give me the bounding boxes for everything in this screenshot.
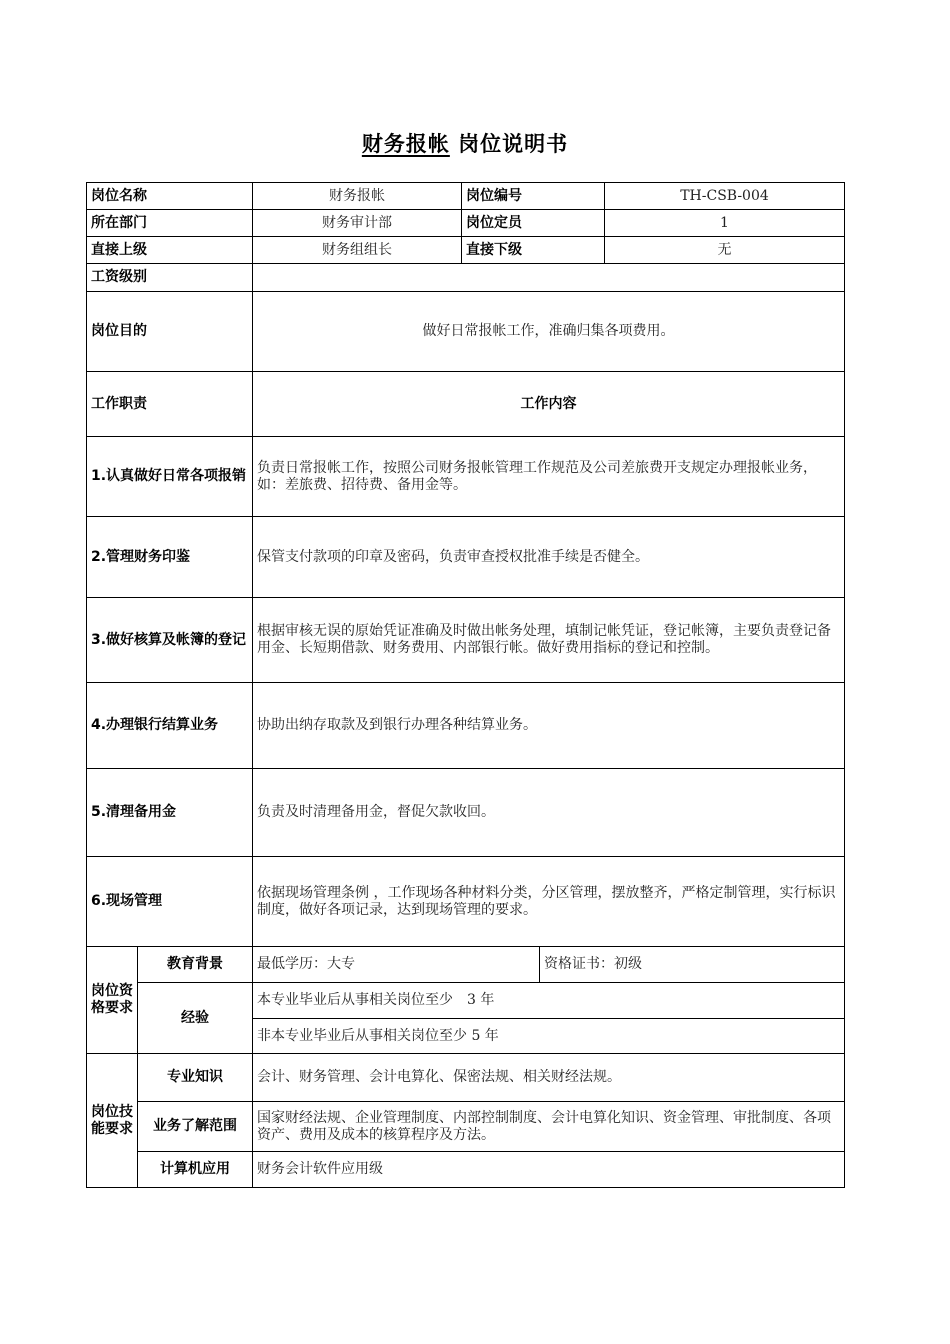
position-name-label: 岗位名称 — [87, 183, 253, 210]
duty-title: 2.管理财务印鉴 — [87, 517, 253, 598]
qualification-section-label: 岗位资格要求 — [87, 947, 138, 1054]
knowledge-label: 专业知识 — [138, 1054, 253, 1102]
row-computer — [87, 1152, 845, 1188]
duty-content: 负责日常报帐工作，按照公司财务报帐管理工作规范及公司差旅费开支规定办理报帐业务，如：差旅费、招待费、备用金等。 — [253, 437, 845, 517]
job-description-table — [86, 182, 845, 1188]
position-name-value: 财务报帐 — [253, 183, 462, 210]
scope-label: 业务了解范围 — [138, 1102, 253, 1152]
row-position-name — [87, 183, 845, 210]
position-code-value: TH-CSB-004 — [605, 183, 845, 210]
position-code-label: 岗位编号 — [462, 183, 605, 210]
experience-label: 经验 — [138, 983, 253, 1054]
row-purpose — [87, 292, 845, 372]
duty-row — [87, 769, 845, 857]
superior-label: 直接上级 — [87, 237, 253, 264]
salary-value — [253, 264, 845, 292]
computer-value: 财务会计软件应用级 — [253, 1152, 845, 1188]
subordinate-value: 无 — [605, 237, 845, 264]
experience-related: 本专业毕业后从事相关岗位至少 3 年 — [253, 983, 845, 1019]
duty-title: 5.清理备用金 — [87, 769, 253, 857]
duty-title: 6.现场管理 — [87, 857, 253, 947]
department-value: 财务审计部 — [253, 210, 462, 237]
duty-title: 3.做好核算及帐簿的登记 — [87, 598, 253, 683]
duty-row — [87, 598, 845, 683]
subordinate-label: 直接下级 — [462, 237, 605, 264]
duty-content: 负责及时清理备用金，督促欠款收回。 — [253, 769, 845, 857]
duty-content: 依据现场管理条例 ，工作现场各种材料分类，分区管理，摆放整齐，严格定制管理，实行标识制度，做好各项记录，达到现场管理的要求。 — [253, 857, 845, 947]
department-label: 所在部门 — [87, 210, 253, 237]
row-knowledge — [87, 1054, 845, 1102]
knowledge-value: 会计、财务管理、会计电算化、保密法规、相关财经法规。 — [253, 1054, 845, 1102]
scope-value: 国家财经法规、企业管理制度、内部控制制度、会计电算化知识、资金管理、审批制度、各项资产、费用及成本的核算程序及方法。 — [253, 1102, 845, 1152]
superior-value: 财务组组长 — [253, 237, 462, 264]
page-title — [0, 128, 930, 158]
quota-value: 1 — [605, 210, 845, 237]
duties-content-header: 工作内容 — [253, 372, 845, 437]
experience-unrelated: 非本专业毕业后从事相关岗位至少 5 年 — [253, 1019, 845, 1054]
duty-row — [87, 517, 845, 598]
row-duties-header — [87, 372, 845, 437]
duties-label: 工作职责 — [87, 372, 253, 437]
row-salary — [87, 264, 845, 292]
row-department — [87, 210, 845, 237]
quota-label: 岗位定员 — [462, 210, 605, 237]
title-suffix: 岗位说明书 — [458, 132, 569, 156]
computer-label: 计算机应用 — [138, 1152, 253, 1188]
skills-section-label: 岗位技能要求 — [87, 1054, 138, 1188]
duty-row — [87, 437, 845, 517]
education-value: 最低学历：大专 — [253, 947, 540, 983]
duty-content: 根据审核无误的原始凭证准确及时做出帐务处理，填制记帐凭证，登记帐簿，主要负责登记备用金、长短期借款、财务费用、内部银行帐。做好费用指标的登记和控制。 — [253, 598, 845, 683]
purpose-value: 做好日常报帐工作，准确归集各项费用。 — [253, 292, 845, 372]
row-education — [87, 947, 845, 983]
title-position-name: 财务报帐 — [361, 132, 450, 156]
purpose-label: 岗位目的 — [87, 292, 253, 372]
duty-row — [87, 857, 845, 947]
duty-row — [87, 683, 845, 769]
duty-title: 1.认真做好日常各项报销 — [87, 437, 253, 517]
certificate-value: 资格证书：初级 — [540, 947, 845, 983]
row-superior — [87, 237, 845, 264]
row-experience — [87, 983, 845, 1019]
row-scope — [87, 1102, 845, 1152]
salary-label: 工资级别 — [87, 264, 253, 292]
duty-title: 4.办理银行结算业务 — [87, 683, 253, 769]
duty-content: 保管支付款项的印章及密码，负责审查授权批准手续是否健全。 — [253, 517, 845, 598]
education-label: 教育背景 — [138, 947, 253, 983]
duty-content: 协助出纳存取款及到银行办理各种结算业务。 — [253, 683, 845, 769]
